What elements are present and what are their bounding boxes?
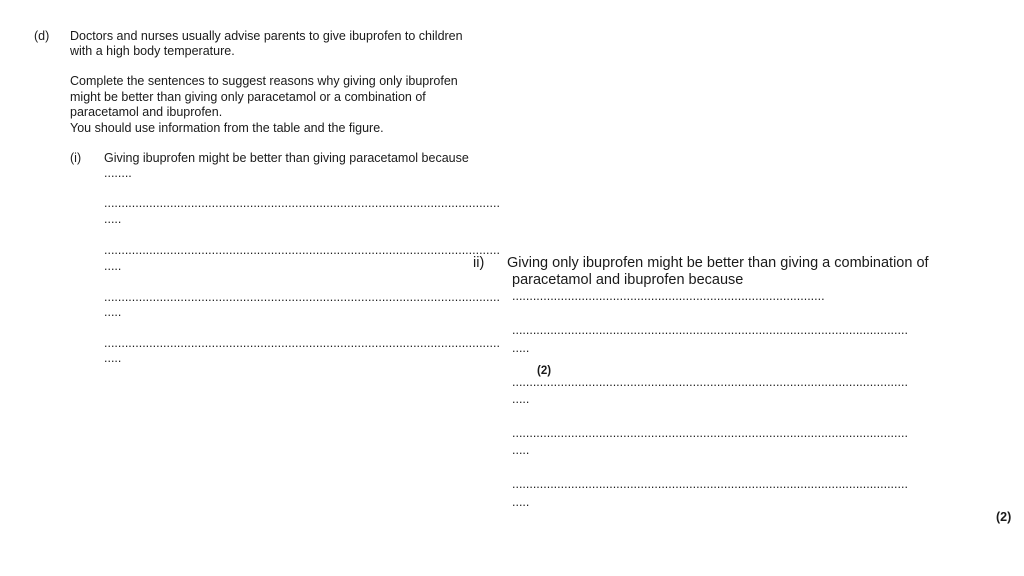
part-ii-answer-tail-1: .....	[512, 341, 530, 355]
instruction-line-2: might be better than giving only paracetamol or a combination of	[70, 90, 426, 104]
part-i-answer-line-1: ..................................................................................................................	[104, 196, 500, 210]
part-i-label: (i)	[70, 151, 82, 165]
part-ii-answer-tail-3: .....	[512, 443, 530, 457]
part-ii-answer-line-2: ..................................................................................................................	[512, 375, 908, 389]
part-ii-prompt-line-1: Giving only ibuprofen might be better than giving a combination of	[507, 255, 929, 271]
part-ii-answer-tail-2: .....	[512, 392, 530, 406]
part-i-start-dots: ........	[104, 166, 132, 180]
instruction-line-3: paracetamol and ibuprofen.	[70, 105, 223, 119]
part-ii-answer-line-1: ..................................................................................................................	[512, 323, 908, 337]
instruction-line-1: Complete the sentences to suggest reasons why giving only ibuprofen	[70, 74, 458, 88]
question-intro-line-2: with a high body temperature.	[70, 44, 235, 58]
part-i-answer-tail-2: .....	[104, 259, 122, 273]
part-ii-answer-line-4: ..................................................................................................................	[512, 477, 908, 491]
part-i-marks: (2)	[537, 365, 552, 377]
part-i-answer-tail-3: .....	[104, 305, 122, 319]
part-i-answer-line-2: ..................................................................................................................	[104, 243, 500, 257]
part-ii-answer-tail-4: .....	[512, 495, 530, 509]
part-ii-answer-line-3: ..................................................................................................................	[512, 426, 908, 440]
part-ii-start-dots: ..........................................................................................	[512, 289, 825, 303]
part-ii-label: ii)	[473, 255, 485, 271]
part-i-answer-tail-4: .....	[104, 351, 122, 365]
part-i-answer-tail-1: .....	[104, 212, 122, 226]
part-i-prompt: Giving ibuprofen might be better than giving paracetamol because	[104, 151, 469, 165]
question-label: (d)	[34, 29, 50, 43]
instruction-line-4: You should use information from the table and the figure.	[70, 121, 384, 135]
part-i-answer-line-4: ..................................................................................................................	[104, 336, 500, 350]
question-intro-line-1: Doctors and nurses usually advise parents to give ibuprofen to children	[70, 29, 463, 43]
part-ii-marks: (2)	[996, 510, 1012, 524]
part-ii-prompt-line-2: paracetamol and ibuprofen because	[512, 272, 744, 288]
part-i-answer-line-3: ..................................................................................................................	[104, 290, 500, 304]
